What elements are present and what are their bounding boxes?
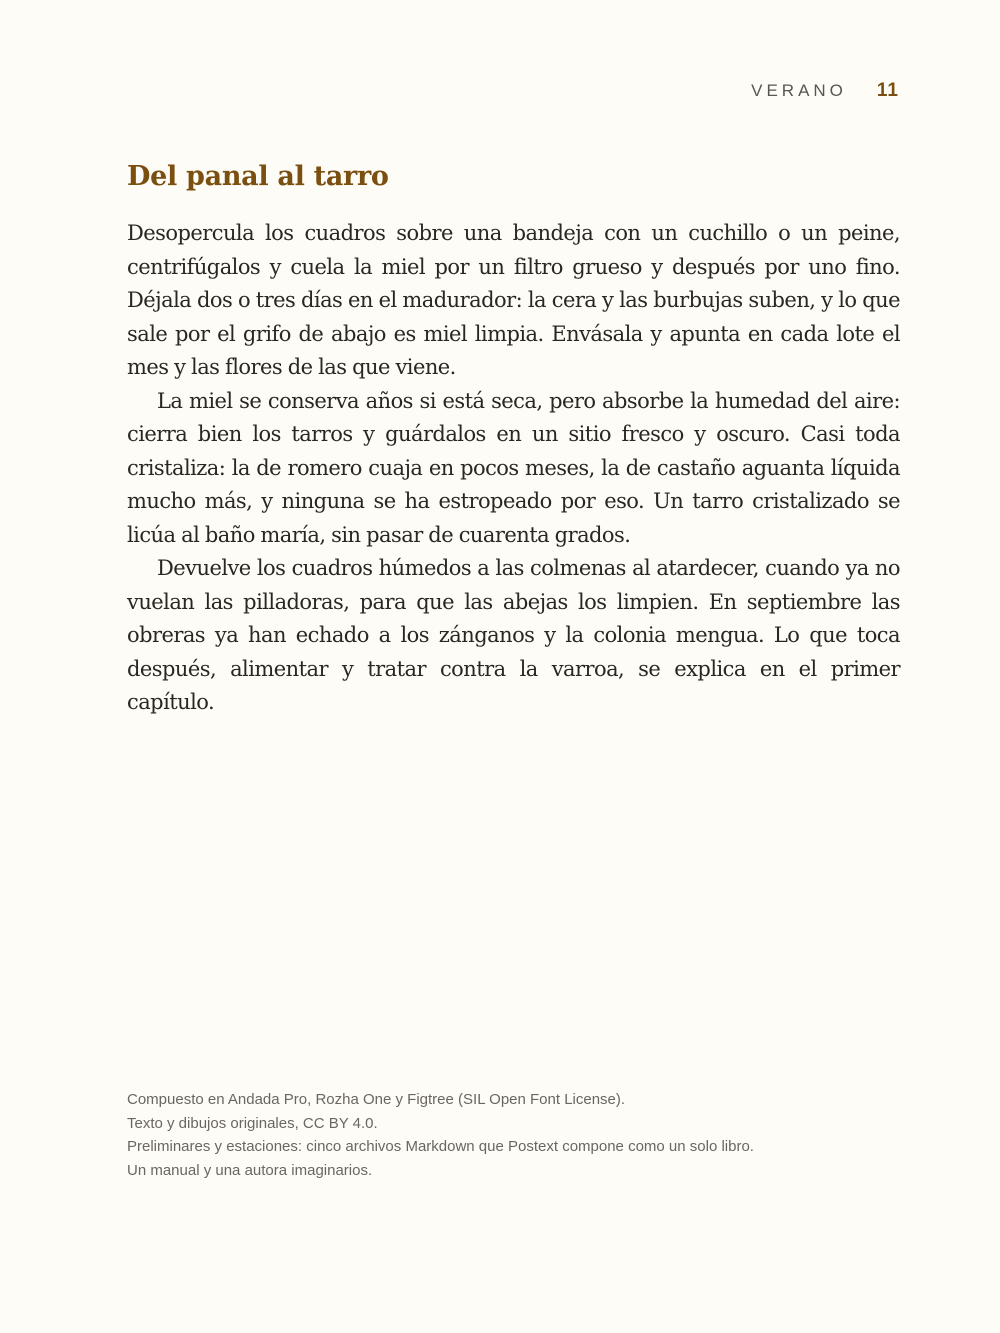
paragraph: Desopercula los cuadros sobre una bandeja con un cuchillo o un peine, centrifúgalos y cuela la miel por un filtro grueso y después por uno fino. Déjala dos o tres días en el madurador: la cera y las burbujas suben, y lo que sale por el grifo de abajo es miel limpia. Envásala y apunta en cada lote el mes y las flores de las que viene. [127, 221, 900, 379]
colophon-line: Preliminares y estaciones: cinco archivos Markdown que Postext compone como un solo libro. [127, 1138, 754, 1156]
colophon-line: Compuesto en Andada Pro, Rozha One y Figtree (SIL Open Font License). [127, 1091, 626, 1108]
paragraph: Devuelve los cuadros húmedos a las colmenas al atardecer, cuando ya no vuelan las pilladoras, para que las abejas los limpien. En septiembre las obreras ya han echado a los zánganos y la colonia mengua. Lo que toca después, alimentar y tratar contra la varroa, se explica en el primer capítulo. [127, 556, 900, 714]
page-number: 11 [876, 80, 899, 101]
paragraph: La miel se conserva años si está seca, pero absorbe la humedad del aire: cierra bien los tarros y guárdalos en un sitio fresco y oscuro. Casi toda cristaliza: la de romero cuaja en pocos meses, la de castaño aguanta líquida mucho más, y ninguna se ha estropeado por eso. Un tarro cristalizado se licúa al baño maría, sin pasar de cuarenta grados. [127, 388, 900, 547]
chapter-content [127, 155, 900, 720]
running-header [751, 80, 899, 102]
colophon-line: Texto y dibujos originales, CC BY 4.0. [127, 1114, 378, 1132]
chapter-body [127, 217, 900, 720]
colophon [127, 1088, 900, 1183]
colophon-line: Un manual y una autora imaginarios. [127, 1162, 373, 1180]
section-name: VERANO [751, 81, 847, 100]
chapter-title: Del panal al tarro [127, 161, 389, 192]
